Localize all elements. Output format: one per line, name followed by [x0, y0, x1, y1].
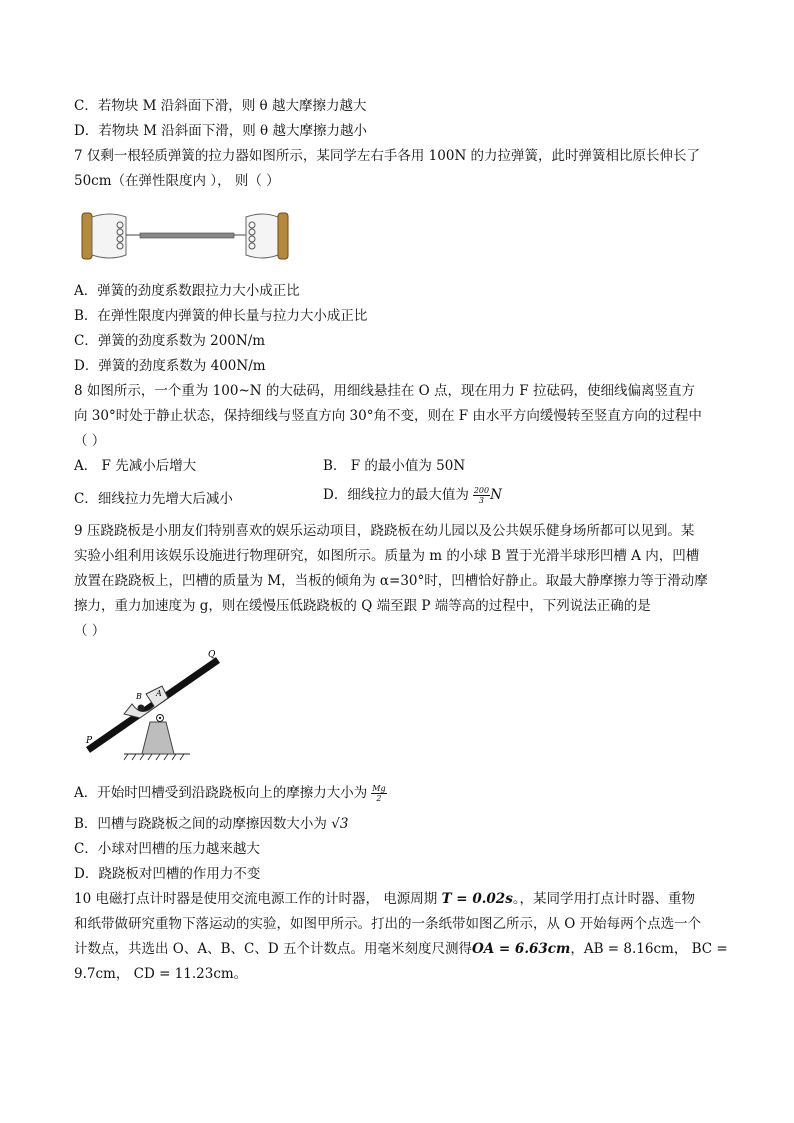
q7-option-b: B．在弹性限度内弹簧的伸长量与拉力大小成正比 [74, 308, 368, 324]
q10-stem-line4: 9.7cm， CD = 11.23cm。 [74, 966, 248, 982]
q9-option-b: B．凹槽与跷跷板之间的动摩擦因数大小为 √3 [74, 816, 349, 832]
q6-option-c: C．若物块 M 沿斜面下滑，则 θ 越大摩擦力越大 [74, 98, 367, 114]
q9-stem-line3: 放置在跷跷板上，凹槽的质量为 M，当板的倾角为 α=30°时，凹槽恰好静止。取最大静摩擦力等于滑动摩 [74, 573, 708, 589]
q9-stem-line2: 实验小组利用该娱乐设施进行物理研究，如图所示。质量为 m 的小球 B 置于光滑半球形凹槽 A 内，凹槽 [74, 548, 700, 564]
spring-expander-figure [80, 205, 290, 265]
q8-option-b: B． F 的最小值为 50N [323, 458, 466, 474]
q8-stem-line2: 向 30°时处于静止状态，保持细线与竖直方向 30°角不变，则在 F 由水平方向缓慢转至竖直方向的过程中 [74, 408, 702, 424]
q8-option-d: D．细线拉力的最大值为 $\frac{200}{3}$ N [323, 486, 502, 505]
q8-stem-line3: （ ） [74, 433, 106, 449]
q10-stem-line2: 和纸带做研究重物下落运动的实验，如图甲所示。打出的一条纸带如图乙所示，从 O 开始每两个点选一个 [74, 916, 702, 932]
q8-stem-line1: 8 如图所示，一个重为 100~N 的大砝码，用细线悬挂在 O 点，现在用力 F 拉砝码，使细线偏离竖直方 [74, 383, 695, 399]
q7-stem-line2: 50cm（在弹性限度内 ）， 则（ ） [74, 173, 280, 189]
q8-option-a: A． F 先减小后增大 [74, 458, 197, 474]
label-p: P [86, 736, 93, 746]
seesaw-figure [80, 646, 240, 766]
q9-option-a: A．开始时凹槽受到沿跷跷板向上的摩擦力大小为 $\frac{Mg}{2}$ [74, 784, 386, 803]
q7-option-d: D．弹簧的劲度系数为 400N/m [74, 358, 266, 374]
fraction-200-over-3: $\frac{200}{3}$ [473, 486, 490, 505]
q9-stem-line1: 9 压跷跷板是小朋友们特别喜欢的娱乐运动项目，跷跷板在幼儿园以及公共娱乐健身场所都可以见到。某 [74, 523, 695, 539]
q7-stem-line1: 7 仅剩一根轻质弹簧的拉力器如图所示，某同学左右手各用 100N 的力拉弹簧，此时弹簧相比原长伸长了 [74, 148, 701, 164]
label-b: B [136, 692, 142, 701]
q7-option-c: C．弹簧的劲度系数为 200N/m [74, 333, 266, 349]
q9-stem-line4: 擦力，重力加速度为 g，则在缓慢压低跷跷板的 Q 端至跟 P 端等高的过程中，下列说法正确的是 [74, 598, 651, 614]
q9-option-c: C．小球对凹槽的压力越来越大 [74, 841, 260, 857]
q8-option-c: C．细线拉力先增大后减小 [74, 491, 233, 507]
q9-option-d: D．跷跷板对凹槽的作用力不变 [74, 866, 261, 882]
label-q: Q [208, 650, 216, 660]
q6-option-d: D．若物块 M 沿斜面下滑，则 θ 越大摩擦力越小 [74, 123, 367, 139]
q9-stem-line5: （ ） [74, 623, 106, 639]
label-a: A [156, 689, 162, 698]
q10-stem-line3: 计数点，共选出 O、A、B、C、D 五个计数点。用毫米刻度尺测得OA = 6.63cm，AB = 8.16cm， BC = [74, 941, 728, 957]
q7-option-a: A．弹簧的劲度系数跟拉力大小成正比 [74, 283, 300, 299]
q10-stem-line1: 10 电磁打点计时器是使用交流电源工作的计时器， 电源周期 T = 0.02s。，某同学用打点计时器、重物 [74, 891, 696, 907]
fraction-mg-over-2: $\frac{Mg}{2}$ [372, 784, 386, 803]
